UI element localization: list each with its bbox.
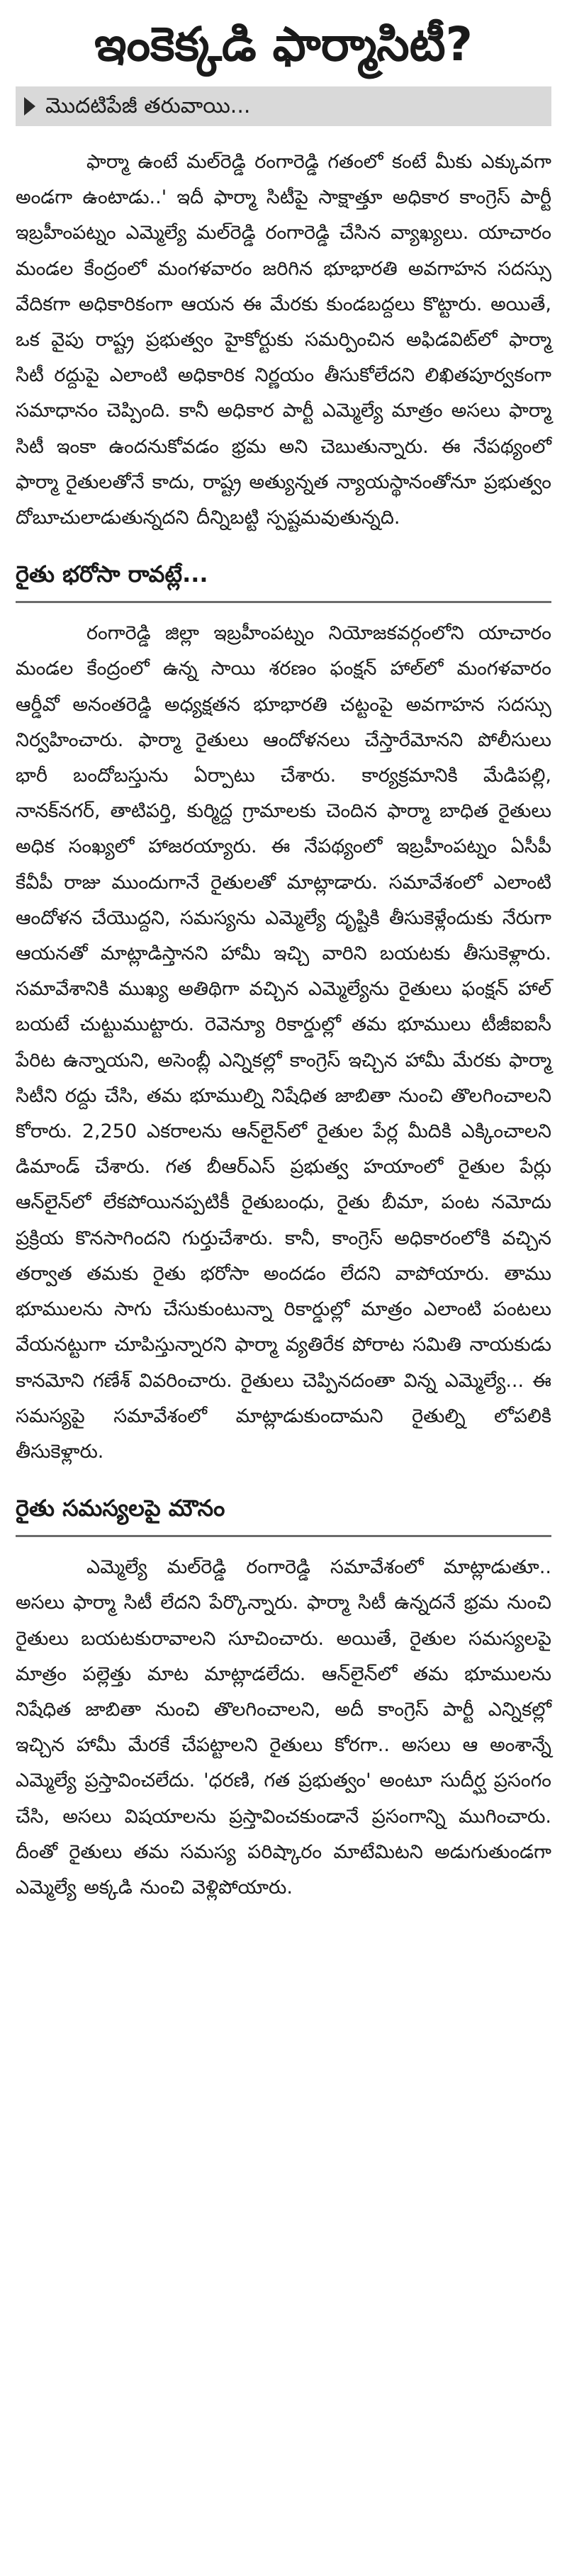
section-heading: రైతు సమస్యలపై మౌనం	[16, 1495, 225, 1522]
intro-paragraph: ఫార్మా ఉంటే మల్‌రెడ్డి రంగారెడ్డి గతంలో కంటే మీకు ఎక్కువగా అండగా ఉంటాడు..' ఇదీ ఫార్మా సిటీపై సాక్షాత్తూ అధికార కాంగ్రెస్ పార్టీ ఇబ్రహీంపట్నం ఎమ్మెల్యే మల్‌రెడ్డి రంగారెడ్డి చేసిన వ్యాఖ్యలు. యాచారం మండల కేంద్రంలో మంగళవారం జరిగిన భూభారతి అవగాహన సదస్సు వేదికగా అధికారికంగా ఆయన ఈ మేరకు కుండబద్దలు కొట్టారు. అయితే, ఒక వైపు రాష్ట్ర ప్రభుత్వం హైకోర్టుకు సమర్పించిన అఫిడవిట్‌లో ఫార్మా సిటీ రద్దుపై ఎలాంటి అధికారిక నిర్ణయం తీసుకోలేదని లిఖితపూర్వకంగా సమాధానం చెప్పింది. కానీ అధికార పార్టీ ఎమ్మెల్యే మాత్రం అసలు ఫార్మా సిటీ ఇంకా ఉందనుకోవడం భ్రమ అని చెబుతున్నారు. ఈ నేపథ్యంలో ఫార్మా రైతులతోనే కాదు, రాష్ట్ర అత్యున్నత న్యాయస్థానంతోనూ ప్రభుత్వం దోబూచులాడుతున్నదని దీన్నిబట్టి స్పష్టమవుతున్నది.	[16, 151, 551, 529]
kicker-label: మొదటిపేజీ తరువాయి...	[45, 94, 251, 118]
continuation-kicker	[16, 86, 551, 126]
section-divider	[16, 601, 551, 603]
triangle-bullet-icon	[24, 97, 35, 116]
section-heading: రైతు భరోసా రావట్లే...	[16, 561, 208, 588]
section-paragraph: ఎమ్మెల్యే మల్‌రెడ్డి రంగారెడ్డి సమావేశంలో మాట్లాడుతూ.. అసలు ఫార్మా సిటీ లేదని పేర్కొన్నారు. ఫార్మా సిటీ ఉన్నదనే భ్రమ నుంచి రైతులు బయటకురావాలని సూచించారు. అయితే, రైతుల సమస్యలపై మాత్రం పల్లెత్తు మాట మాట్లాడలేదు. ఆన్‌లైన్‌లో తమ భూములను నిషేధిత జాబితా నుంచి తొలగించాలని, అదీ కాంగ్రెస్ పార్టీ ఎన్నికల్లో ఇచ్చిన హామీ మేరకే చేపట్టాలని రైతులు కోరగా.. అసలు ఆ అంశాన్నే ఎమ్మెల్యే ప్రస్తావించలేదు. 'ధరణి, గత ప్రభుత్వం' అంటూ సుదీర్ఘ ప్రసంగం చేసి, అసలు విషయాలను ప్రస్తావించకుండానే ప్రసంగాన్ని ముగించారు. దీంతో రైతులు తమ సమస్య పరిష్కారం మాటేమిటని అడుగుతుండగా ఎమ్మెల్యే అక్కడి నుంచి వెళ్లిపోయారు.	[16, 1556, 551, 1899]
article-headline: ఇంకెక్కడి ఫార్మాసిటీ?	[94, 17, 473, 72]
section-paragraph: రంగారెడ్డి జిల్లా ఇబ్రహీంపట్నం నియోజకవర్గంలోని యాచారం మండల కేంద్రంలో ఉన్న సాయి శరణం ఫంక్షన్ హాల్‌లో మంగళవారం ఆర్డీవో అనంతరెడ్డి అధ్యక్షతన భూభారతి చట్టంపై అవగాహన సదస్సు నిర్వహించారు. ఫార్మా రైతులు ఆందోళనలు చేస్తారేమోనని పోలీసులు భారీ బందోబస్తును ఏర్పాటు చేశారు. కార్యక్రమానికి మేడిపల్లి, నానక్‌నగర్, తాటిపర్తి, కుర్మిద్ద గ్రామాలకు చెందిన ఫార్మా బాధిత రైతులు అధిక సంఖ్యలో హాజరయ్యారు. ఈ నేపథ్యంలో ఇబ్రహీంపట్నం ఏసీపీ కేవీపీ రాజు ముందుగానే రైతులతో మాట్లాడారు. సమావేశంలో ఎలాంటి ఆందోళన చేయొద్దని, సమస్యను ఎమ్మెల్యే దృష్టికి తీసుకెళ్లేందుకు నేరుగా ఆయనతో మాట్లాడిస్తానని హామీ ఇచ్చి వారిని బయటకు తీసుకెళ్లారు. సమావేశానికి ముఖ్య అతిథిగా వచ్చిన ఎమ్మెల్యేను రైతులు ఫంక్షన్ హాల్ బయటే చుట్టుముట్టారు. రెవెన్యూ రికార్డుల్లో తమ భూములు టీజీఐఐసీ పేరిట ఉన్నాయని, అసెంబ్లీ ఎన్నికల్లో కాంగ్రెస్ ఇచ్చిన హామీ మేరకు ఫార్మా సిటీని రద్దు చేసి, తమ భూముల్ని నిషేధిత జాబితా నుంచి తొలగించాలని కోరారు. 2,250 ఎకరాలను ఆన్‌లైన్‌లో రైతుల పేర్ల మీదికి ఎక్కించాలని డిమాండ్ చేశారు. గత బీఆర్ఎస్ ప్రభుత్వ హయాంలో రైతుల పేర్లు ఆన్‌లైన్‌లో లేకపోయినప్పటికీ రైతుబంధు, రైతు బీమా, పంట నమోదు ప్రక్రియ కొనసాగిందని గుర్తుచేశారు. కానీ, కాంగ్రెస్ అధికారంలోకి వచ్చిన తర్వాత తమకు రైతు భరోసా అందడం లేదని వాపోయారు. తాము భూములను సాగు చేసుకుంటున్నా రికార్డుల్లో మాత్రం ఎలాంటి పంటలు వేయనట్టుగా చూపిస్తున్నారని ఫార్మా వ్యతిరేక పోరాట సమితి నాయకుడు కానమోని గణేశ్ వివరించారు. రైతులు చెప్పినదంతా విన్న ఎమ్మెల్యే... ఈ సమస్యపై సమావేశంలో మాట్లాడుకుందామని రైతుల్ని లోపలికి తీసుకెళ్లారు.	[16, 622, 551, 1463]
section-divider	[16, 1535, 551, 1537]
